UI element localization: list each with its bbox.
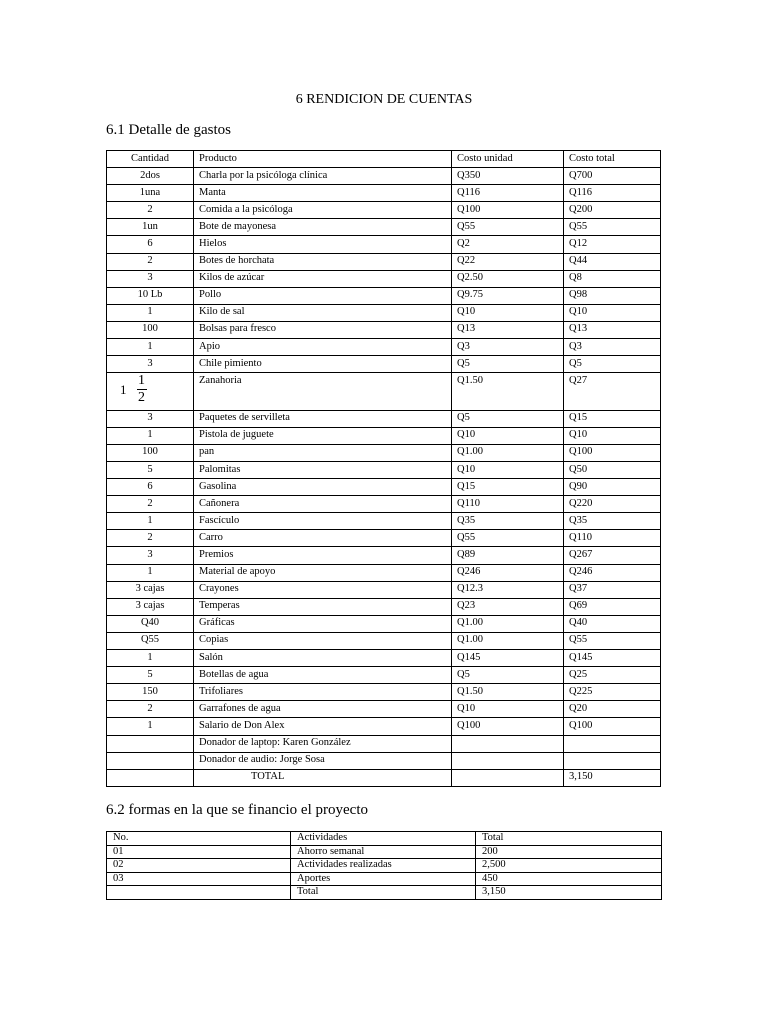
total-cost-cell: Q220 (564, 496, 661, 513)
product-cell: Comida a la psicóloga (194, 202, 452, 219)
total-cell: 3,150 (476, 886, 662, 900)
total-cost-cell: Q246 (564, 564, 661, 581)
unit-cost-cell: Q116 (452, 185, 564, 202)
table-row (107, 444, 661, 461)
product-cell: Carro (194, 530, 452, 547)
total-cost-cell: Q55 (564, 632, 661, 649)
table-row (107, 513, 661, 530)
total-cost-cell: Q700 (564, 168, 661, 185)
total-cell: 200 (476, 845, 662, 859)
section-title-financing: 6.2 formas en la que se financio el proyecto (106, 802, 368, 818)
table-row (107, 872, 662, 886)
table-row (107, 339, 661, 356)
quantity-cell: 1un (107, 219, 194, 236)
total-cost-cell (564, 752, 661, 769)
unit-cost-cell (452, 735, 564, 752)
product-cell: Donador de laptop: Karen González (194, 735, 452, 752)
table-row (107, 684, 661, 701)
expenses-table (106, 150, 661, 787)
table-row (107, 632, 661, 649)
activity-cell: Ahorro semanal (291, 845, 476, 859)
unit-cost-cell: Q10 (452, 701, 564, 718)
table-row (107, 356, 661, 373)
total-cost-cell: Q69 (564, 598, 661, 615)
unit-cost-cell: Q1.50 (452, 373, 564, 411)
total-label: TOTAL (194, 769, 452, 786)
product-cell: Chile pimiento (194, 356, 452, 373)
total-cost-cell: Q90 (564, 479, 661, 496)
table-row (107, 185, 661, 202)
total-cost-cell: Q145 (564, 650, 661, 667)
total-cost-cell: Q3 (564, 339, 661, 356)
quantity-cell: 1 (107, 339, 194, 356)
total-cost-cell: Q40 (564, 615, 661, 632)
unit-cost-cell: Q12.3 (452, 581, 564, 598)
product-cell: Kilo de sal (194, 304, 452, 321)
table-row (107, 530, 661, 547)
total-cost-cell: Q200 (564, 202, 661, 219)
total-cost-cell: Q116 (564, 185, 661, 202)
total-cost-cell: Q25 (564, 667, 661, 684)
product-cell: Cañonera (194, 496, 452, 513)
quantity-cell: 5 (107, 667, 194, 684)
table-row (107, 859, 662, 873)
quantity-cell (107, 752, 194, 769)
table-row (107, 598, 661, 615)
table-row (107, 479, 661, 496)
total-cost-cell: Q225 (564, 684, 661, 701)
unit-cost-cell: Q15 (452, 479, 564, 496)
table-row (107, 735, 661, 752)
quantity-cell: 3 cajas (107, 598, 194, 615)
table-row (107, 373, 661, 411)
product-cell: Botellas de agua (194, 667, 452, 684)
product-cell: Charla por la psicóloga clínica (194, 168, 452, 185)
unit-cost-cell: Q35 (452, 513, 564, 530)
unit-cost-cell: Q23 (452, 598, 564, 615)
total-cost-cell: Q98 (564, 287, 661, 304)
total-cost-cell: Q13 (564, 321, 661, 338)
total-cell: 2,500 (476, 859, 662, 873)
table-row (107, 270, 661, 287)
unit-cost-cell: Q246 (452, 564, 564, 581)
unit-cost-cell: Q10 (452, 462, 564, 479)
total-cost-cell: Q10 (564, 427, 661, 444)
quantity-cell: Q55 (107, 632, 194, 649)
unit-cost-cell: Q100 (452, 718, 564, 735)
header-total-cost: Costo total (564, 151, 661, 168)
quantity-cell: 2dos (107, 168, 194, 185)
total-cost-cell: Q37 (564, 581, 661, 598)
total-cost-cell: Q55 (564, 219, 661, 236)
unit-cost-cell: Q1.50 (452, 684, 564, 701)
number-cell: 01 (107, 845, 291, 859)
unit-cost-cell (452, 769, 564, 786)
quantity-cell: 10 Lb (107, 287, 194, 304)
quantity-cell: 1 (107, 304, 194, 321)
unit-cost-cell: Q350 (452, 168, 564, 185)
unit-cost-cell: Q9.75 (452, 287, 564, 304)
unit-cost-cell: Q1.00 (452, 615, 564, 632)
product-cell: Kilos de azúcar (194, 270, 452, 287)
quantity-cell (107, 735, 194, 752)
product-cell: Hielos (194, 236, 452, 253)
quantity-cell: 6 (107, 236, 194, 253)
unit-cost-cell: Q5 (452, 667, 564, 684)
table-row (107, 547, 661, 564)
number-cell: 02 (107, 859, 291, 873)
product-cell: Botes de horchata (194, 253, 452, 270)
unit-cost-cell: Q5 (452, 356, 564, 373)
quantity-cell: 3 (107, 410, 194, 427)
unit-cost-cell: Q2 (452, 236, 564, 253)
table-row (107, 168, 661, 185)
total-cost-cell: Q15 (564, 410, 661, 427)
quantity-cell (107, 373, 194, 411)
quantity-cell: 6 (107, 479, 194, 496)
fraction-denominator: 2 (138, 389, 145, 405)
table-row (107, 564, 661, 581)
total-cost-cell: Q100 (564, 444, 661, 461)
table-row (107, 236, 661, 253)
product-cell: Bolsas para fresco (194, 321, 452, 338)
table-row (107, 718, 661, 735)
table-row (107, 321, 661, 338)
table-row (107, 615, 661, 632)
product-cell: Pollo (194, 287, 452, 304)
unit-cost-cell: Q100 (452, 202, 564, 219)
table-row (107, 845, 662, 859)
quantity-cell: 1 (107, 427, 194, 444)
table-header-row (107, 151, 661, 168)
table-header-row (107, 832, 662, 846)
total-cell: 450 (476, 872, 662, 886)
unit-cost-cell (452, 752, 564, 769)
total-cost-cell: Q267 (564, 547, 661, 564)
quantity-cell: 150 (107, 684, 194, 701)
total-cost-cell (564, 735, 661, 752)
table-row (107, 752, 661, 769)
quantity-cell: 2 (107, 701, 194, 718)
quantity-cell: 2 (107, 496, 194, 513)
total-cost-cell: Q10 (564, 304, 661, 321)
unit-cost-cell: Q89 (452, 547, 564, 564)
total-cost-cell: Q100 (564, 718, 661, 735)
quantity-cell: 1 (107, 650, 194, 667)
section-title-expenses: 6.1 Detalle de gastos (106, 122, 231, 138)
unit-cost-cell: Q13 (452, 321, 564, 338)
financing-table (106, 831, 662, 900)
table-row (107, 581, 661, 598)
table-row (107, 701, 661, 718)
unit-cost-cell: Q10 (452, 427, 564, 444)
header-unit-cost: Costo unidad (452, 151, 564, 168)
fraction-whole: 1 (120, 381, 127, 397)
table-row (107, 304, 661, 321)
quantity-cell: 2 (107, 202, 194, 219)
document-title: 6 RENDICION DE CUENTAS (295, 92, 473, 107)
total-cost-cell: Q50 (564, 462, 661, 479)
unit-cost-cell: Q145 (452, 650, 564, 667)
table-row (107, 427, 661, 444)
header-number: No. (107, 832, 291, 846)
quantity-cell: 2 (107, 253, 194, 270)
table-row (107, 219, 661, 236)
unit-cost-cell: Q10 (452, 304, 564, 321)
product-cell: Manta (194, 185, 452, 202)
quantity-cell: 1 (107, 564, 194, 581)
quantity-cell: 3 (107, 356, 194, 373)
product-cell: Crayones (194, 581, 452, 598)
quantity-cell: 1 (107, 718, 194, 735)
total-cost-cell: Q8 (564, 270, 661, 287)
mixed-fraction (112, 374, 147, 405)
total-row (107, 769, 661, 786)
unit-cost-cell: Q110 (452, 496, 564, 513)
product-cell: Bote de mayonesa (194, 219, 452, 236)
product-cell: Salón (194, 650, 452, 667)
total-cost-cell: Q110 (564, 530, 661, 547)
unit-cost-cell: Q3 (452, 339, 564, 356)
product-cell: Fascículo (194, 513, 452, 530)
total-cost-cell: Q44 (564, 253, 661, 270)
quantity-cell: 100 (107, 444, 194, 461)
quantity-cell: 1 (107, 513, 194, 530)
quantity-cell: 1una (107, 185, 194, 202)
product-cell: Salario de Don Alex (194, 718, 452, 735)
quantity-cell: 2 (107, 530, 194, 547)
unit-cost-cell: Q1.00 (452, 632, 564, 649)
total-cost-cell: Q35 (564, 513, 661, 530)
quantity-cell: 3 (107, 270, 194, 287)
product-cell: pan (194, 444, 452, 461)
table-row (107, 496, 661, 513)
unit-cost-cell: Q55 (452, 219, 564, 236)
table-row (107, 287, 661, 304)
total-cost-cell: Q12 (564, 236, 661, 253)
activity-cell: Total (291, 886, 476, 900)
activity-cell: Aportes (291, 872, 476, 886)
number-cell (107, 886, 291, 900)
quantity-cell: Q40 (107, 615, 194, 632)
product-cell: Copias (194, 632, 452, 649)
quantity-cell: 5 (107, 462, 194, 479)
header-total: Total (476, 832, 662, 846)
table-row (107, 410, 661, 427)
unit-cost-cell: Q22 (452, 253, 564, 270)
fraction-numerator: 1 (138, 372, 145, 388)
quantity-cell: 100 (107, 321, 194, 338)
quantity-cell: 3 (107, 547, 194, 564)
product-cell: Gasolina (194, 479, 452, 496)
product-cell: Trifoliares (194, 684, 452, 701)
product-cell: Premios (194, 547, 452, 564)
product-cell: Temperas (194, 598, 452, 615)
product-cell: Paquetes de servilleta (194, 410, 452, 427)
activity-cell: Actividades realizadas (291, 859, 476, 873)
number-cell: 03 (107, 872, 291, 886)
product-cell: Gráficas (194, 615, 452, 632)
total-cost-cell: Q27 (564, 373, 661, 411)
total-value: 3,150 (564, 769, 661, 786)
header-quantity: Cantidad (107, 151, 194, 168)
product-cell: Donador de audio: Jorge Sosa (194, 752, 452, 769)
product-cell: Garrafones de agua (194, 701, 452, 718)
unit-cost-cell: Q55 (452, 530, 564, 547)
table-row (107, 886, 662, 900)
table-row (107, 650, 661, 667)
product-cell: Palomitas (194, 462, 452, 479)
product-cell: Apio (194, 339, 452, 356)
header-activities: Actividades (291, 832, 476, 846)
unit-cost-cell: Q2.50 (452, 270, 564, 287)
unit-cost-cell: Q5 (452, 410, 564, 427)
table-row (107, 253, 661, 270)
product-cell: Zanahoria (194, 373, 452, 411)
table-row (107, 202, 661, 219)
quantity-cell: 3 cajas (107, 581, 194, 598)
total-cost-cell: Q5 (564, 356, 661, 373)
unit-cost-cell: Q1.00 (452, 444, 564, 461)
header-product: Producto (194, 151, 452, 168)
total-cost-cell: Q20 (564, 701, 661, 718)
product-cell: Material de apoyo (194, 564, 452, 581)
product-cell: Pistola de juguete (194, 427, 452, 444)
table-row (107, 667, 661, 684)
quantity-cell (107, 769, 194, 786)
table-row (107, 462, 661, 479)
